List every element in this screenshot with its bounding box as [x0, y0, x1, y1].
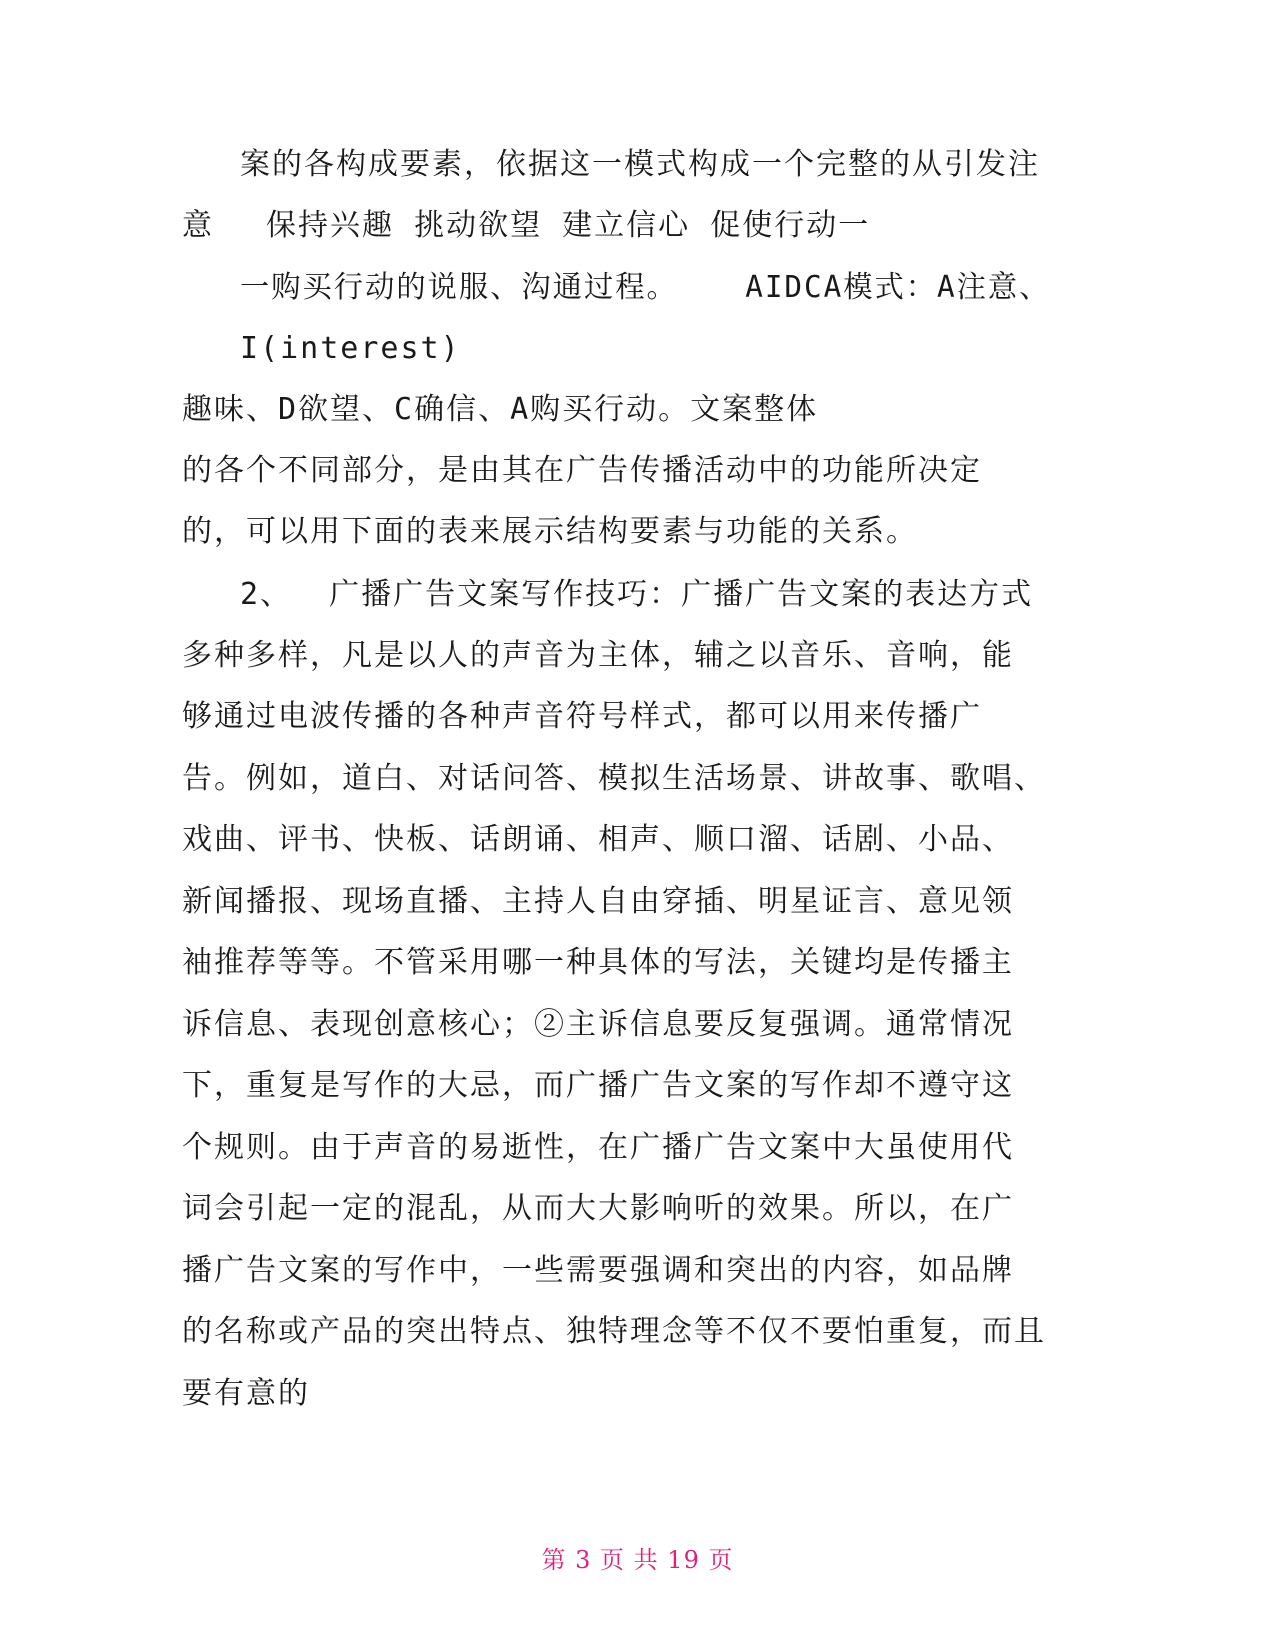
- text-line-14: 袖推荐等等。不管采用哪一种具体的写法，关键均是传播主: [182, 945, 1014, 980]
- text-line-18: 词会引起一定的混乱，从而大大影响听的效果。所以，在广: [182, 1191, 1014, 1226]
- page-number-footer: 第 3 页 共 19 页: [541, 1546, 734, 1574]
- text-line-8: 2、 广播广告文案写作技巧：广播广告文案的表达方式: [240, 577, 1034, 612]
- text-line-16: 下，重复是写作的大忌，而广播广告文案的写作却不遵守这: [182, 1068, 1014, 1103]
- text-line-12: 戏曲、评书、快板、话朗诵、相声、顺口溜、话剧、小品、: [182, 822, 1014, 857]
- text-line-19: 播广告文案的写作中，一些需要强调和突出的内容，如品牌: [182, 1253, 1014, 1288]
- text-line-3: 一购买行动的说服、沟通过程。 AIDCA模式：A注意、: [240, 270, 1051, 305]
- text-line-6: 的各个不同部分，是由其在广告传播活动中的功能所决定: [182, 453, 982, 488]
- text-line-2: 意 保持兴趣 挑动欲望 建立信心 促使行动一: [182, 208, 871, 243]
- text-line-7: 的，可以用下面的表来展示结构要素与功能的关系。: [182, 514, 918, 549]
- text-line-13: 新闻播报、现场直播、主持人自由穿插、明星证言、意见领: [182, 884, 1014, 919]
- text-line-1: 案的各构成要素，依据这一模式构成一个完整的从引发注: [240, 147, 1040, 182]
- text-line-21: 要有意的: [182, 1376, 310, 1411]
- text-line-17: 个规则。由于声音的易逝性，在广播广告文案中大虽使用代: [182, 1130, 1014, 1165]
- text-line-11: 告。例如，道白、对话问答、模拟生活场景、讲故事、歌唱、: [182, 761, 1046, 796]
- text-line-5: 趣味、D欲望、C确信、A购买行动。文案整体: [182, 392, 819, 427]
- text-line-4: I(interest): [240, 331, 461, 366]
- text-line-20: 的名称或产品的突出特点、独特理念等不仅不要怕重复，而且: [182, 1314, 1046, 1349]
- text-line-9: 多种多样，凡是以人的声音为主体，辅之以音乐、音响，能: [182, 638, 1014, 673]
- text-line-10: 够通过电波传播的各种声音符号样式，都可以用来传播广: [182, 699, 982, 734]
- text-line-15: 诉信息、表现创意核心；②主诉信息要反复强调。通常情况: [182, 1007, 1014, 1042]
